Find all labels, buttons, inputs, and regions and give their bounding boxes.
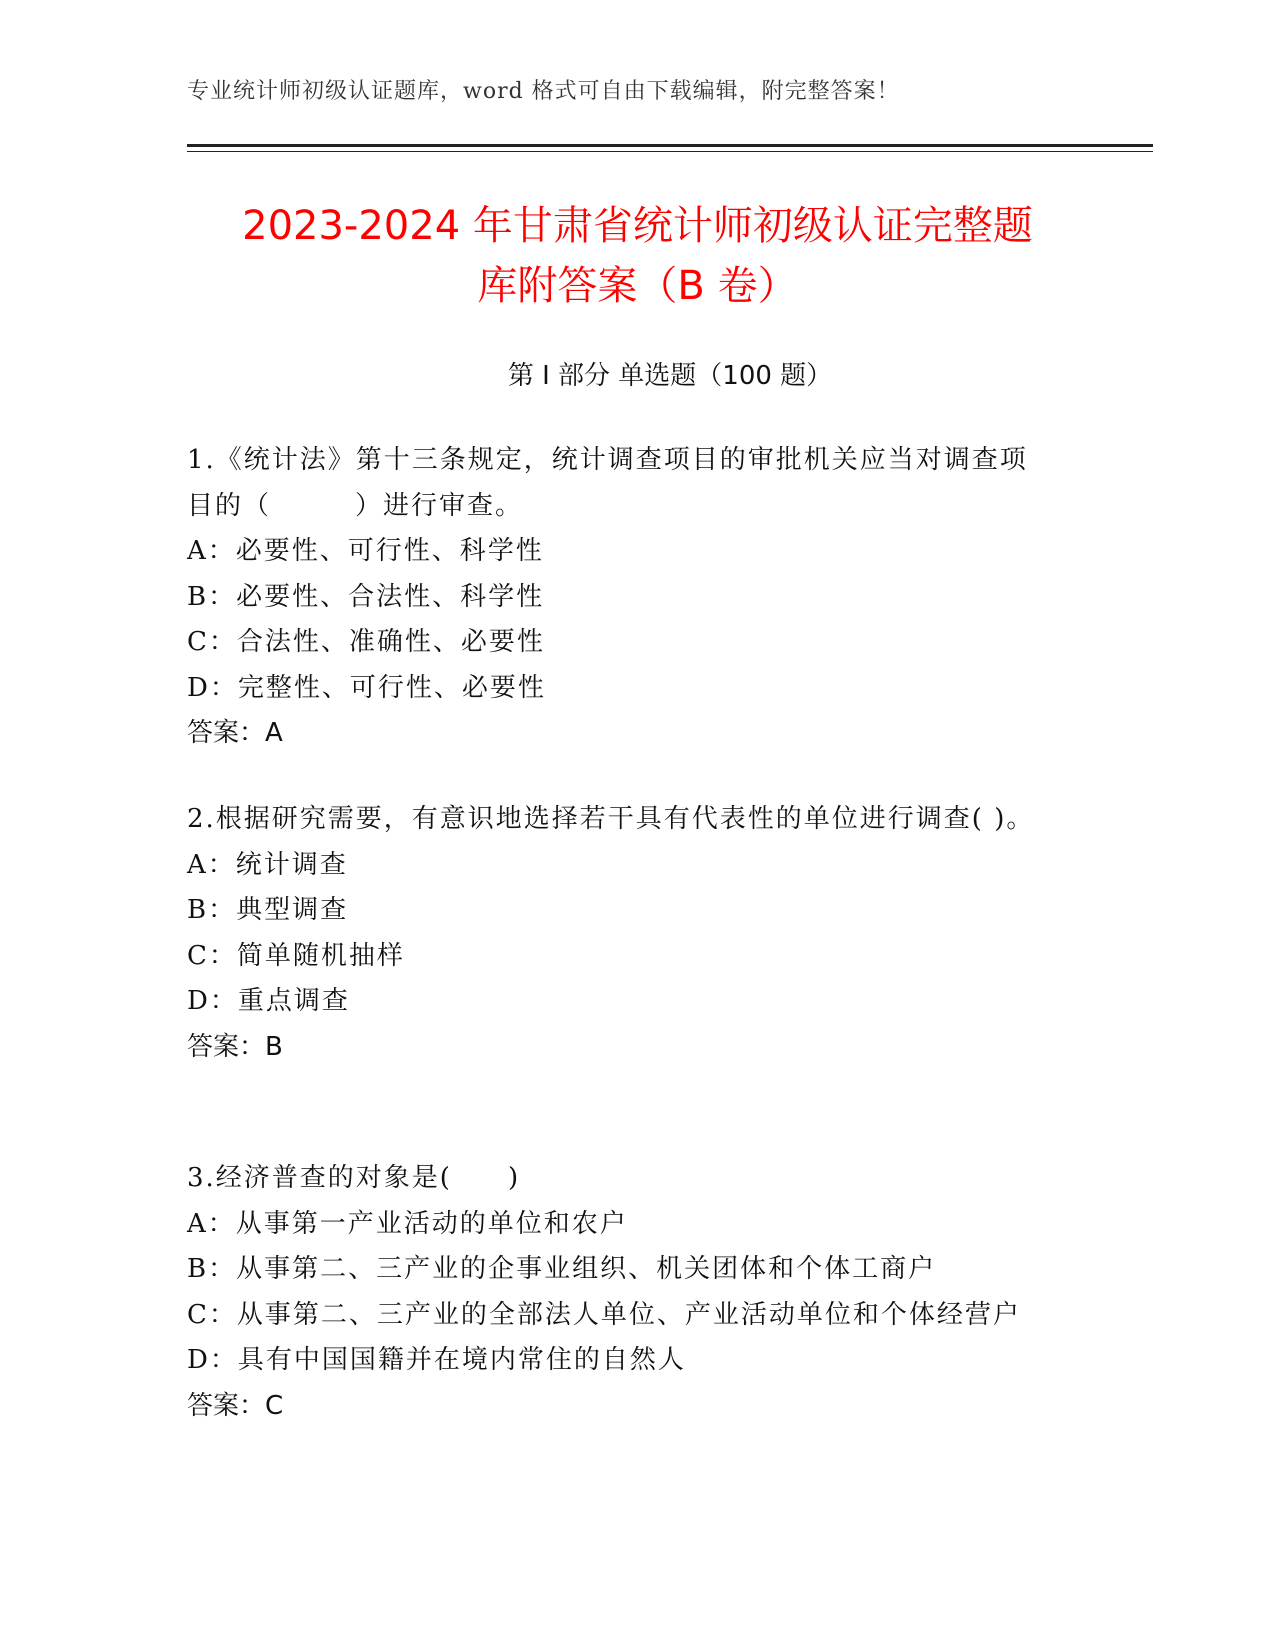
- header-divider-thick: [187, 144, 1153, 147]
- option-a: A：必要性、可行性、科学性: [187, 536, 544, 566]
- question-stem: 2.根据研究需要，有意识地选择若干具有代表性的单位进行调查( )。: [187, 804, 1035, 834]
- question-2: [187, 797, 1047, 1070]
- option-c: C：简单随机抽样: [187, 940, 405, 971]
- question-stem: 1.《统计法》第十三条规定，统计调查项目的审批机关应当对调查项目的（ ）进行审查。: [187, 445, 1028, 521]
- answer-line: 答案：A: [187, 718, 283, 748]
- answer-line: 答案：B: [187, 1031, 283, 1062]
- header-divider-thin: [187, 151, 1153, 152]
- question-1: [187, 438, 1047, 757]
- option-list: [187, 843, 1047, 1025]
- document-title-line-2: 库附答案（B 卷）: [477, 263, 798, 309]
- option-list: [187, 1202, 1047, 1384]
- option-b: B：从事第二、三产业的企事业组织、机关团体和个体工商户: [187, 1254, 937, 1284]
- document-title: [160, 196, 1115, 316]
- option-c: C：合法性、准确性、必要性: [187, 627, 545, 657]
- option-d: D：具有中国国籍并在境内常住的自然人: [187, 1345, 686, 1375]
- section-title: 第 I 部分 单选题（100 题）: [507, 361, 833, 391]
- document-title-line-1: 2023-2024 年甘肃省统计师初级认证完整题: [242, 203, 1033, 249]
- option-c: C：从事第二、三产业的全部法人单位、产业活动单位和个体经营户: [187, 1299, 1021, 1330]
- question-3: [187, 1156, 1047, 1429]
- option-b: B：必要性、合法性、科学性: [187, 581, 545, 612]
- page-header-note: 专业统计师初级认证题库，word 格式可自由下载编辑，附完整答案！: [187, 79, 900, 104]
- option-a: A：统计调查: [187, 849, 348, 880]
- question-stem: 3.经济普查的对象是( ): [187, 1163, 521, 1193]
- option-d: D：完整性、可行性、必要性: [187, 672, 546, 703]
- option-list: [187, 529, 1047, 711]
- option-b: B：典型调查: [187, 895, 349, 925]
- option-a: A：从事第一产业活动的单位和农户: [187, 1208, 628, 1239]
- answer-line: 答案：C: [187, 1390, 284, 1421]
- option-d: D：重点调查: [187, 986, 350, 1016]
